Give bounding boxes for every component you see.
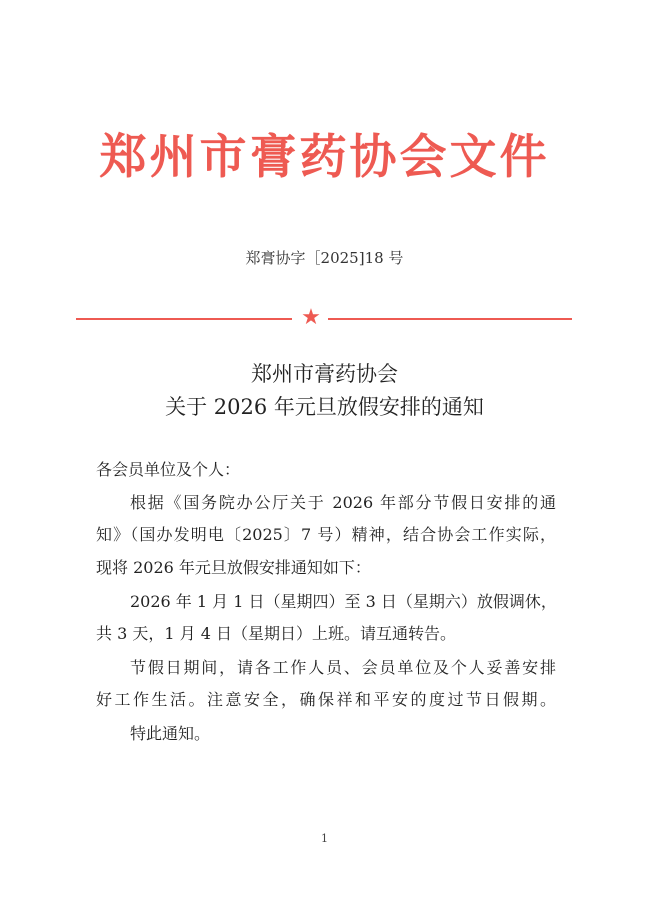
paragraph-1-line-1: 根据《国务院办公厅关于 2026 年部分节假日安排的通 bbox=[130, 493, 556, 512]
paragraph-1-line-2: 知》（国办发明电〔2025〕7 号）精神，结合协会工作实际， bbox=[96, 525, 556, 544]
notice-title-line2: 关于 2026 年元旦放假安排的通知 bbox=[165, 395, 484, 419]
divider-line-left bbox=[76, 318, 292, 320]
star-icon: ★ bbox=[301, 305, 321, 330]
page-number: 1 bbox=[321, 832, 328, 845]
paragraph-1-line-3: 现将 2026 年元旦放假安排通知如下： bbox=[96, 558, 371, 577]
closing-remark: 特此通知。 bbox=[130, 724, 211, 743]
paragraph-3-line-1: 节假日期间，请各工作人员、会员单位及个人妥善安排 bbox=[130, 658, 556, 677]
document-header-title: 郑州市膏药协会文件 bbox=[99, 130, 550, 185]
paragraph-3-line-2: 好工作生活。注意安全，确保祥和平安的度过节日假期。 bbox=[96, 690, 556, 709]
divider-line-right bbox=[328, 318, 572, 320]
paragraph-2-line-1: 2026 年 1 月 1 日（星期四）至 3 日（星期六）放假调休， bbox=[130, 592, 557, 611]
salutation: 各会员单位及个人： bbox=[96, 460, 241, 479]
document-number: 郑膏协字［2025]18 号 bbox=[245, 249, 404, 267]
notice-title-line1: 郑州市膏药协会 bbox=[251, 362, 398, 386]
paragraph-2-line-2: 共 3 天，1 月 4 日（星期日）上班。请互通转告。 bbox=[96, 624, 456, 643]
red-divider bbox=[76, 305, 572, 330]
